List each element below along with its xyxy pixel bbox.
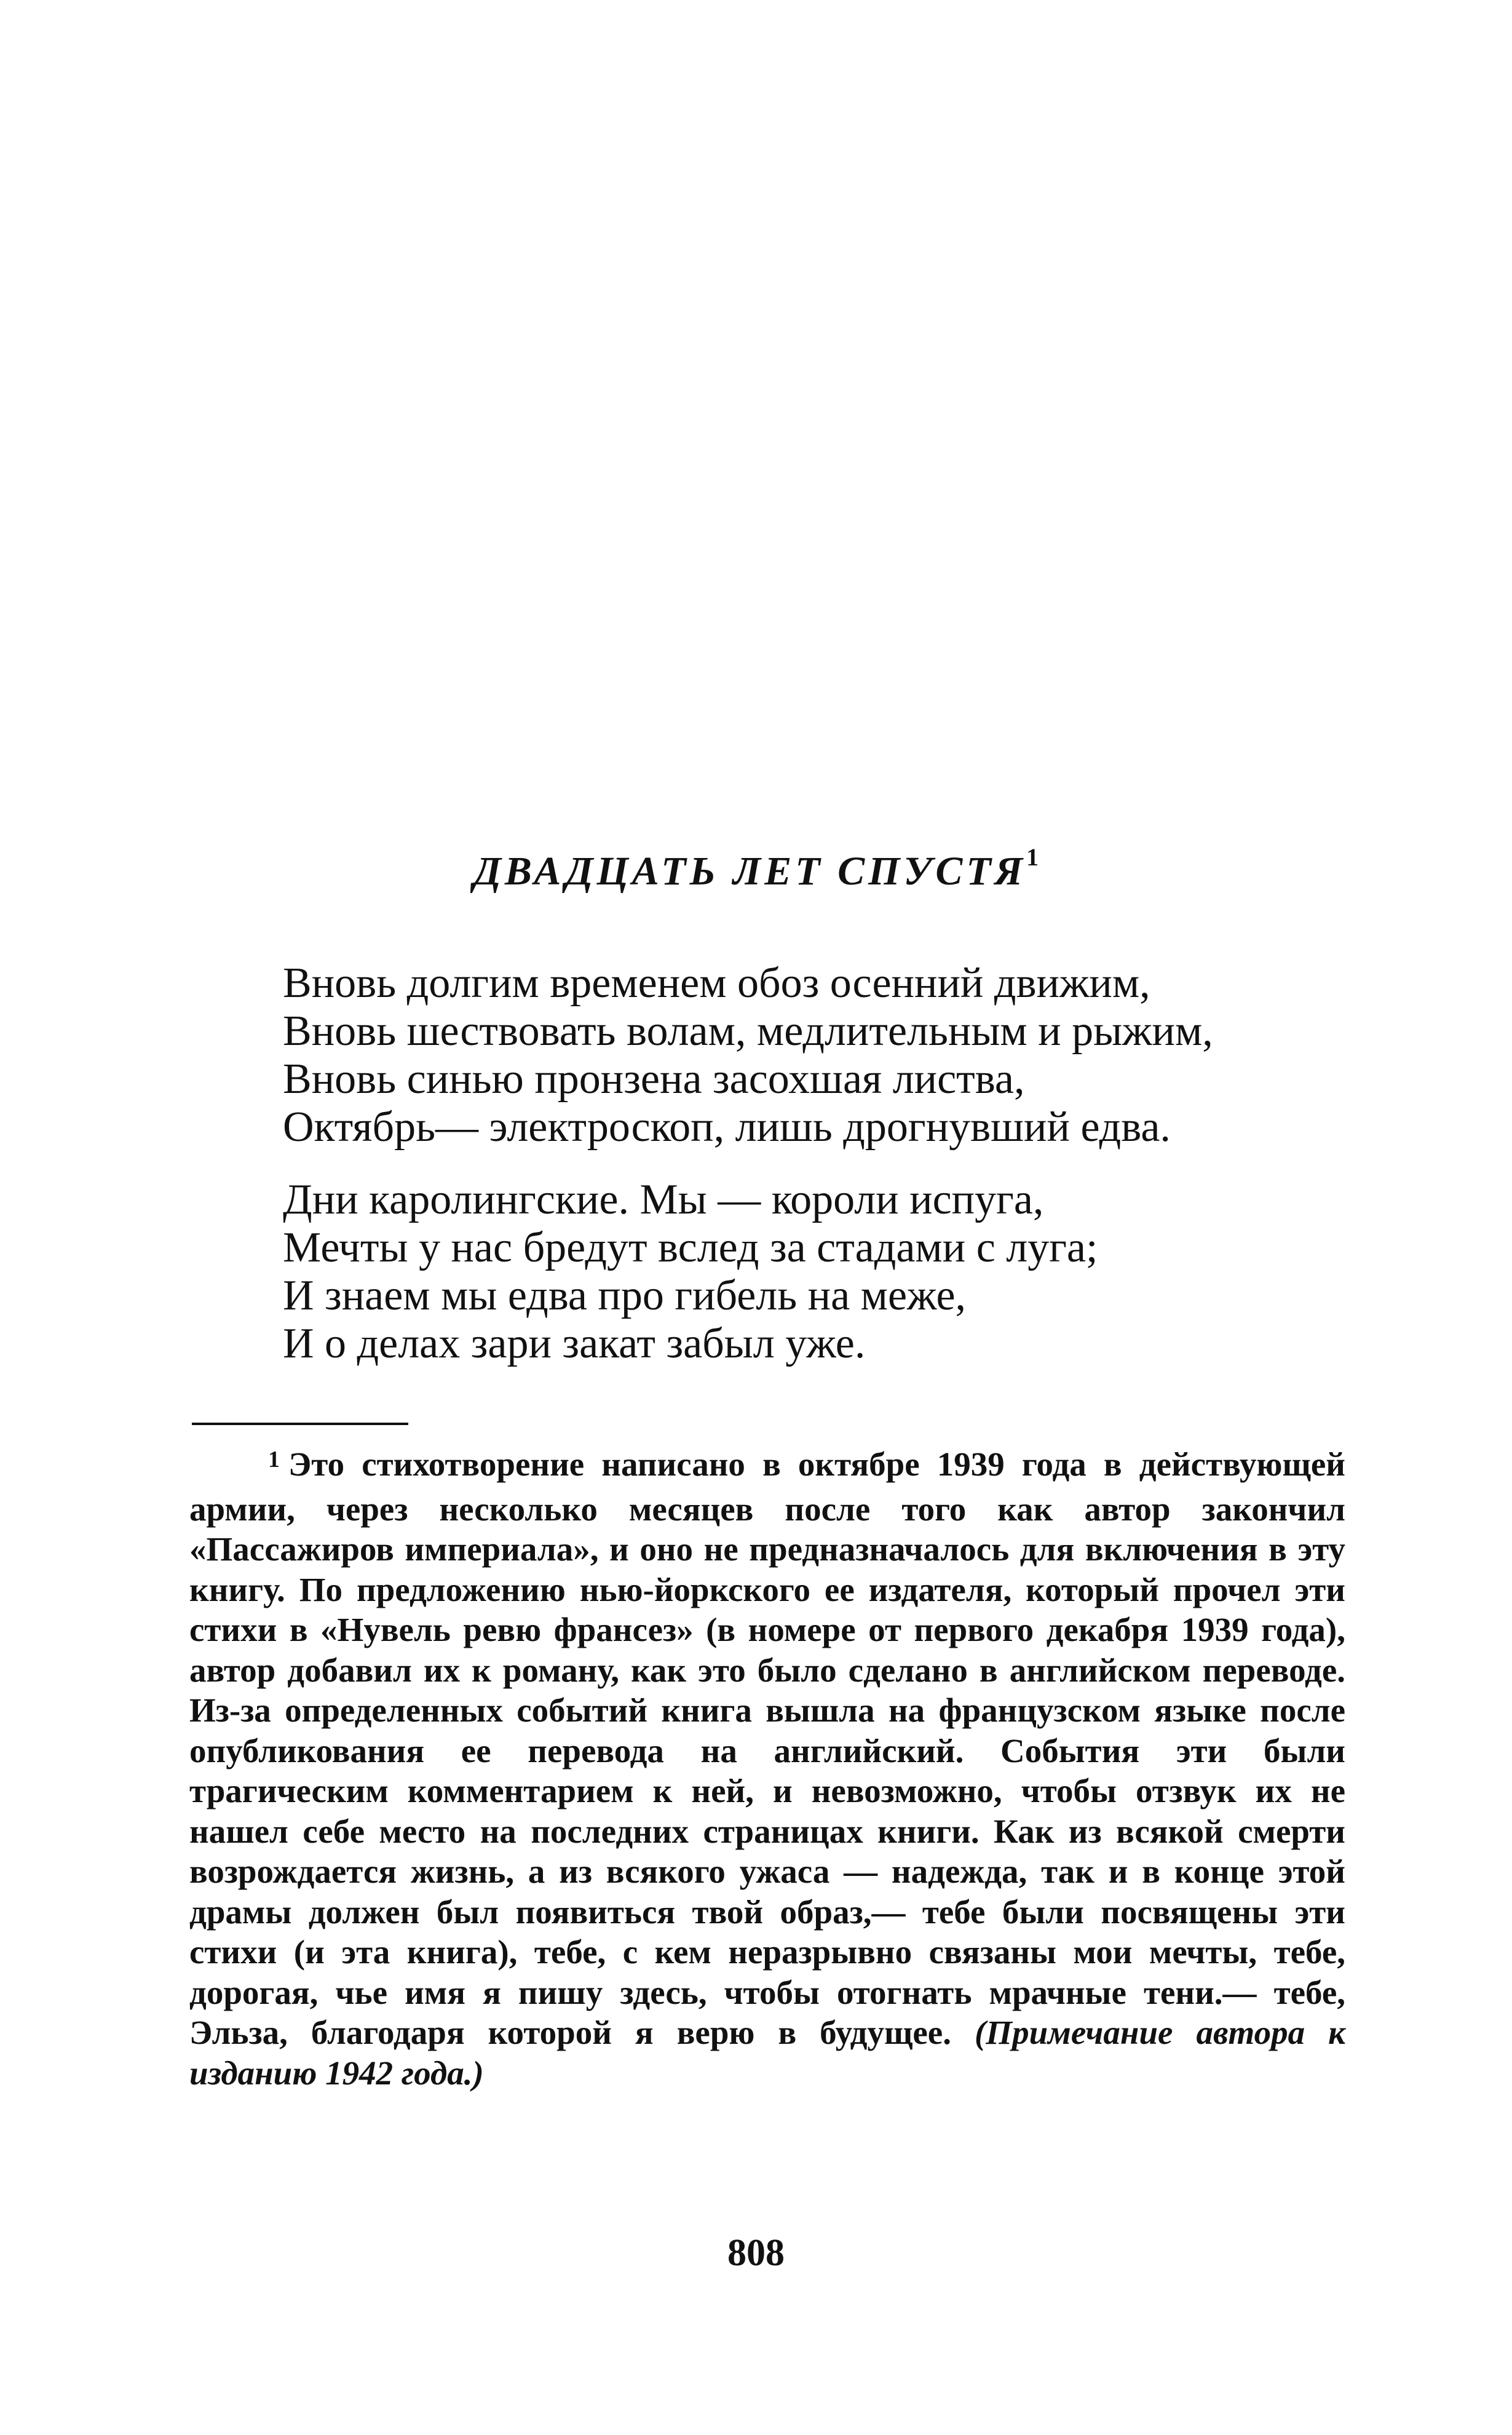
- poem-line: Вновь шествовать волам, медлительным и рыжим,: [283, 1007, 1213, 1055]
- poem-line: И о делах зари закат забыл уже.: [283, 1320, 866, 1367]
- poem-line: Дни каролингские. Мы — короли испуга,: [283, 1176, 1044, 1223]
- poem-title: [0, 843, 1512, 895]
- footnote: [189, 1444, 1345, 2093]
- poem-line: Мечты у нас бредут вслед за стадами с луга;: [283, 1224, 1098, 1271]
- footnote-text: Это стихотворение написано в октябре 1939 года в действующей армии, через несколько месяцев после того как автор закончил «Пассажиров империала», и оно не предназначалось для включения в эту книгу. По предложению нью-йоркского ее издателя, который прочел эти стихи в «Нувель ревю франсез» (в номере от первого декабря 1939 года), автор добавил их к роману, как это было сделано в английском переводе. Из-за определенных событий книга вышла на французском языке после опубликования ее перевода на английский. События эти были трагическим комментарием к ней, и невозможно, чтобы отзвук их не нашел себе место на последних страницах книги. Как из всякой смерти возрождается жизнь, а из всякого ужаса — надежда, так и в конце этой драмы должен был появиться твой образ,— тебе были посвящены эти стихи (и эта книга), тебе, с кем неразрывно связаны мои мечты, тебе, дорогая, чье имя я пишу здесь, чтобы отогнать мрачные тени.— тебе, Эльза, благодаря которой я верю в будущее.: [189, 1445, 1345, 2051]
- stanza-1: [283, 959, 1377, 1151]
- poem-line: И знаем мы едва про гибель на меже,: [283, 1272, 967, 1319]
- poem-title-text: ДВАДЦАТЬ ЛЕТ СПУСТЯ: [473, 849, 1027, 894]
- title-footnote-marker: 1: [1026, 843, 1039, 871]
- page-number: 808: [727, 2232, 785, 2274]
- stanza-2: [283, 1176, 1377, 1368]
- footnote-marker: 1: [268, 1447, 280, 1472]
- poem-line: Октябрь— электроскоп, лишь дрогнувший едва.: [283, 1103, 1171, 1151]
- poem-line: Вновь синью пронзена засохшая листва,: [283, 1055, 1025, 1103]
- footnote-author-note: (Примечание автора к изданию 1942 года.): [189, 2014, 1345, 2092]
- footnote-divider: [192, 1423, 408, 1425]
- poem-line: Вновь долгим временем обоз осенний движим,: [283, 959, 1150, 1007]
